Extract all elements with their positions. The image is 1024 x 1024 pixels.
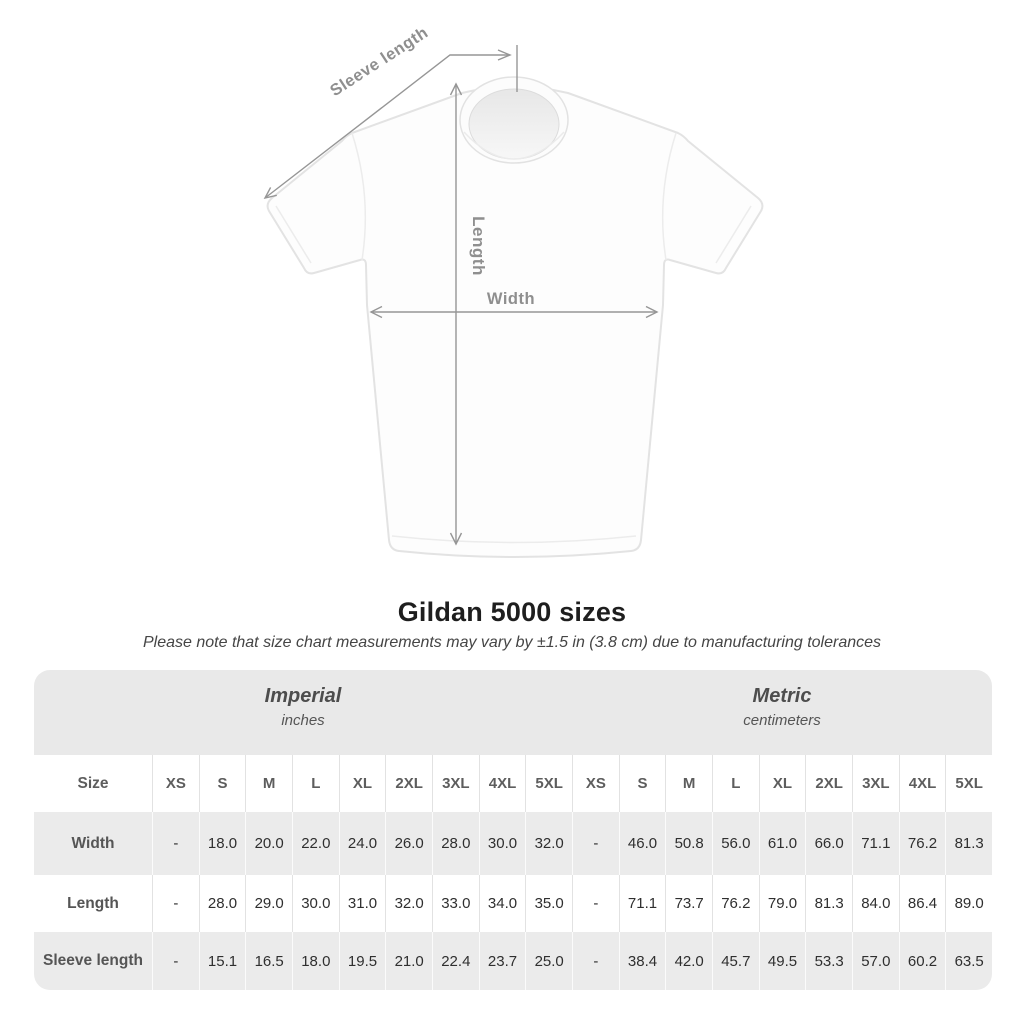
measurement-cell: 19.5 — [339, 932, 386, 990]
measurement-cell: 24.0 — [339, 812, 386, 875]
size-column-header: M — [245, 755, 292, 812]
measurement-cell: 29.0 — [245, 875, 292, 932]
row-label: Sleeve length — [43, 952, 143, 969]
size-column-header: XS — [152, 755, 199, 812]
size-column-header: 2XL — [805, 755, 852, 812]
measurement-cell: 23.7 — [479, 932, 526, 990]
measurement-cell: 56.0 — [712, 812, 759, 875]
measurement-cell: 60.2 — [899, 932, 946, 990]
measurement-cell: 18.0 — [199, 812, 246, 875]
measurement-cell: 79.0 — [759, 875, 806, 932]
size-column-header: XL — [339, 755, 386, 812]
size-column-header: 4XL — [899, 755, 946, 812]
measurement-cell: 25.0 — [525, 932, 572, 990]
measurement-cell: 16.5 — [245, 932, 292, 990]
size-column-header: L — [292, 755, 339, 812]
page-title: Gildan 5000 sizes — [397, 597, 627, 627]
size-column-header: 4XL — [479, 755, 526, 812]
measurement-cell: 33.0 — [432, 875, 479, 932]
size-column-header: 5XL — [945, 755, 992, 812]
size-table — [34, 670, 992, 990]
measurement-cell: 28.0 — [199, 875, 246, 932]
tshirt-illustration — [268, 77, 763, 557]
measurement-cell: 81.3 — [805, 875, 852, 932]
size-column-header: S — [619, 755, 666, 812]
row-label: Length — [67, 894, 119, 912]
measurement-cell: 35.0 — [525, 875, 572, 932]
measurement-cell: 26.0 — [385, 812, 432, 875]
measurement-cell: 61.0 — [759, 812, 806, 875]
size-column-header: 2XL — [385, 755, 432, 812]
size-column-header: M — [665, 755, 712, 812]
measurement-cell: 15.1 — [199, 932, 246, 990]
measurement-cell: 30.0 — [292, 875, 339, 932]
unit-header-band — [34, 670, 992, 755]
measurement-row — [34, 932, 992, 990]
length-label: Length — [469, 216, 488, 276]
measurement-cell: 28.0 — [432, 812, 479, 875]
metric-unit-label: centimeters — [743, 712, 821, 729]
measurement-cell: 50.8 — [665, 812, 712, 875]
measurement-cell: 32.0 — [385, 875, 432, 932]
measurement-cell: 84.0 — [852, 875, 899, 932]
measurement-cell: 21.0 — [385, 932, 432, 990]
measurement-cell: - — [152, 875, 199, 932]
metric-header-group — [572, 670, 992, 755]
measurement-row — [34, 875, 992, 932]
measurement-cell: - — [572, 875, 619, 932]
size-column-header: S — [199, 755, 246, 812]
measurement-cell: 71.1 — [619, 875, 666, 932]
measurement-cell: 89.0 — [945, 875, 992, 932]
row-label: Width — [71, 834, 115, 852]
size-column-header: 3XL — [852, 755, 899, 812]
measurement-cell: - — [572, 932, 619, 990]
measurement-cell: - — [152, 812, 199, 875]
measurement-cell: 71.1 — [852, 812, 899, 875]
measurement-cell: 63.5 — [945, 932, 992, 990]
measurement-cell: 53.3 — [805, 932, 852, 990]
size-column-header: XL — [759, 755, 806, 812]
measurement-cell: - — [152, 932, 199, 990]
sleeve-length-label: Sleeve length — [327, 23, 432, 101]
measurement-cell: 76.2 — [899, 812, 946, 875]
size-column-header: 5XL — [525, 755, 572, 812]
measurement-cell: 38.4 — [619, 932, 666, 990]
measurement-cell: 73.7 — [665, 875, 712, 932]
measurement-cell: 20.0 — [245, 812, 292, 875]
imperial-header-group — [34, 670, 572, 755]
measurement-cell: 45.7 — [712, 932, 759, 990]
imperial-label: Imperial — [264, 685, 342, 707]
row-label: Size — [77, 774, 109, 792]
metric-label: Metric — [752, 685, 812, 707]
tolerance-note: Please note that size chart measurements may vary by ±1.5 in (3.8 cm) due to manufacturing tolerances — [142, 634, 882, 651]
measurement-cell: 49.5 — [759, 932, 806, 990]
measurement-cell: 34.0 — [479, 875, 526, 932]
measurement-cell: 32.0 — [525, 812, 572, 875]
size-column-header: 3XL — [432, 755, 479, 812]
measurement-cell: 42.0 — [665, 932, 712, 990]
size-column-header: XS — [572, 755, 619, 812]
measurement-cell: 81.3 — [945, 812, 992, 875]
size-table-grid — [34, 755, 992, 990]
measurement-cell: 57.0 — [852, 932, 899, 990]
imperial-unit-label: inches — [281, 712, 325, 729]
measurement-cell: 66.0 — [805, 812, 852, 875]
measurement-cell: 22.0 — [292, 812, 339, 875]
measurement-cell: 86.4 — [899, 875, 946, 932]
measurement-cell: 76.2 — [712, 875, 759, 932]
measurement-cell: 31.0 — [339, 875, 386, 932]
measurement-cell: 30.0 — [479, 812, 526, 875]
width-label: Width — [486, 290, 536, 308]
measurement-cell: 46.0 — [619, 812, 666, 875]
measurement-cell: - — [572, 812, 619, 875]
measurement-cell: 18.0 — [292, 932, 339, 990]
size-header-row — [34, 755, 992, 812]
measurement-cell: 22.4 — [432, 932, 479, 990]
size-column-header: L — [712, 755, 759, 812]
measurement-row — [34, 812, 992, 875]
